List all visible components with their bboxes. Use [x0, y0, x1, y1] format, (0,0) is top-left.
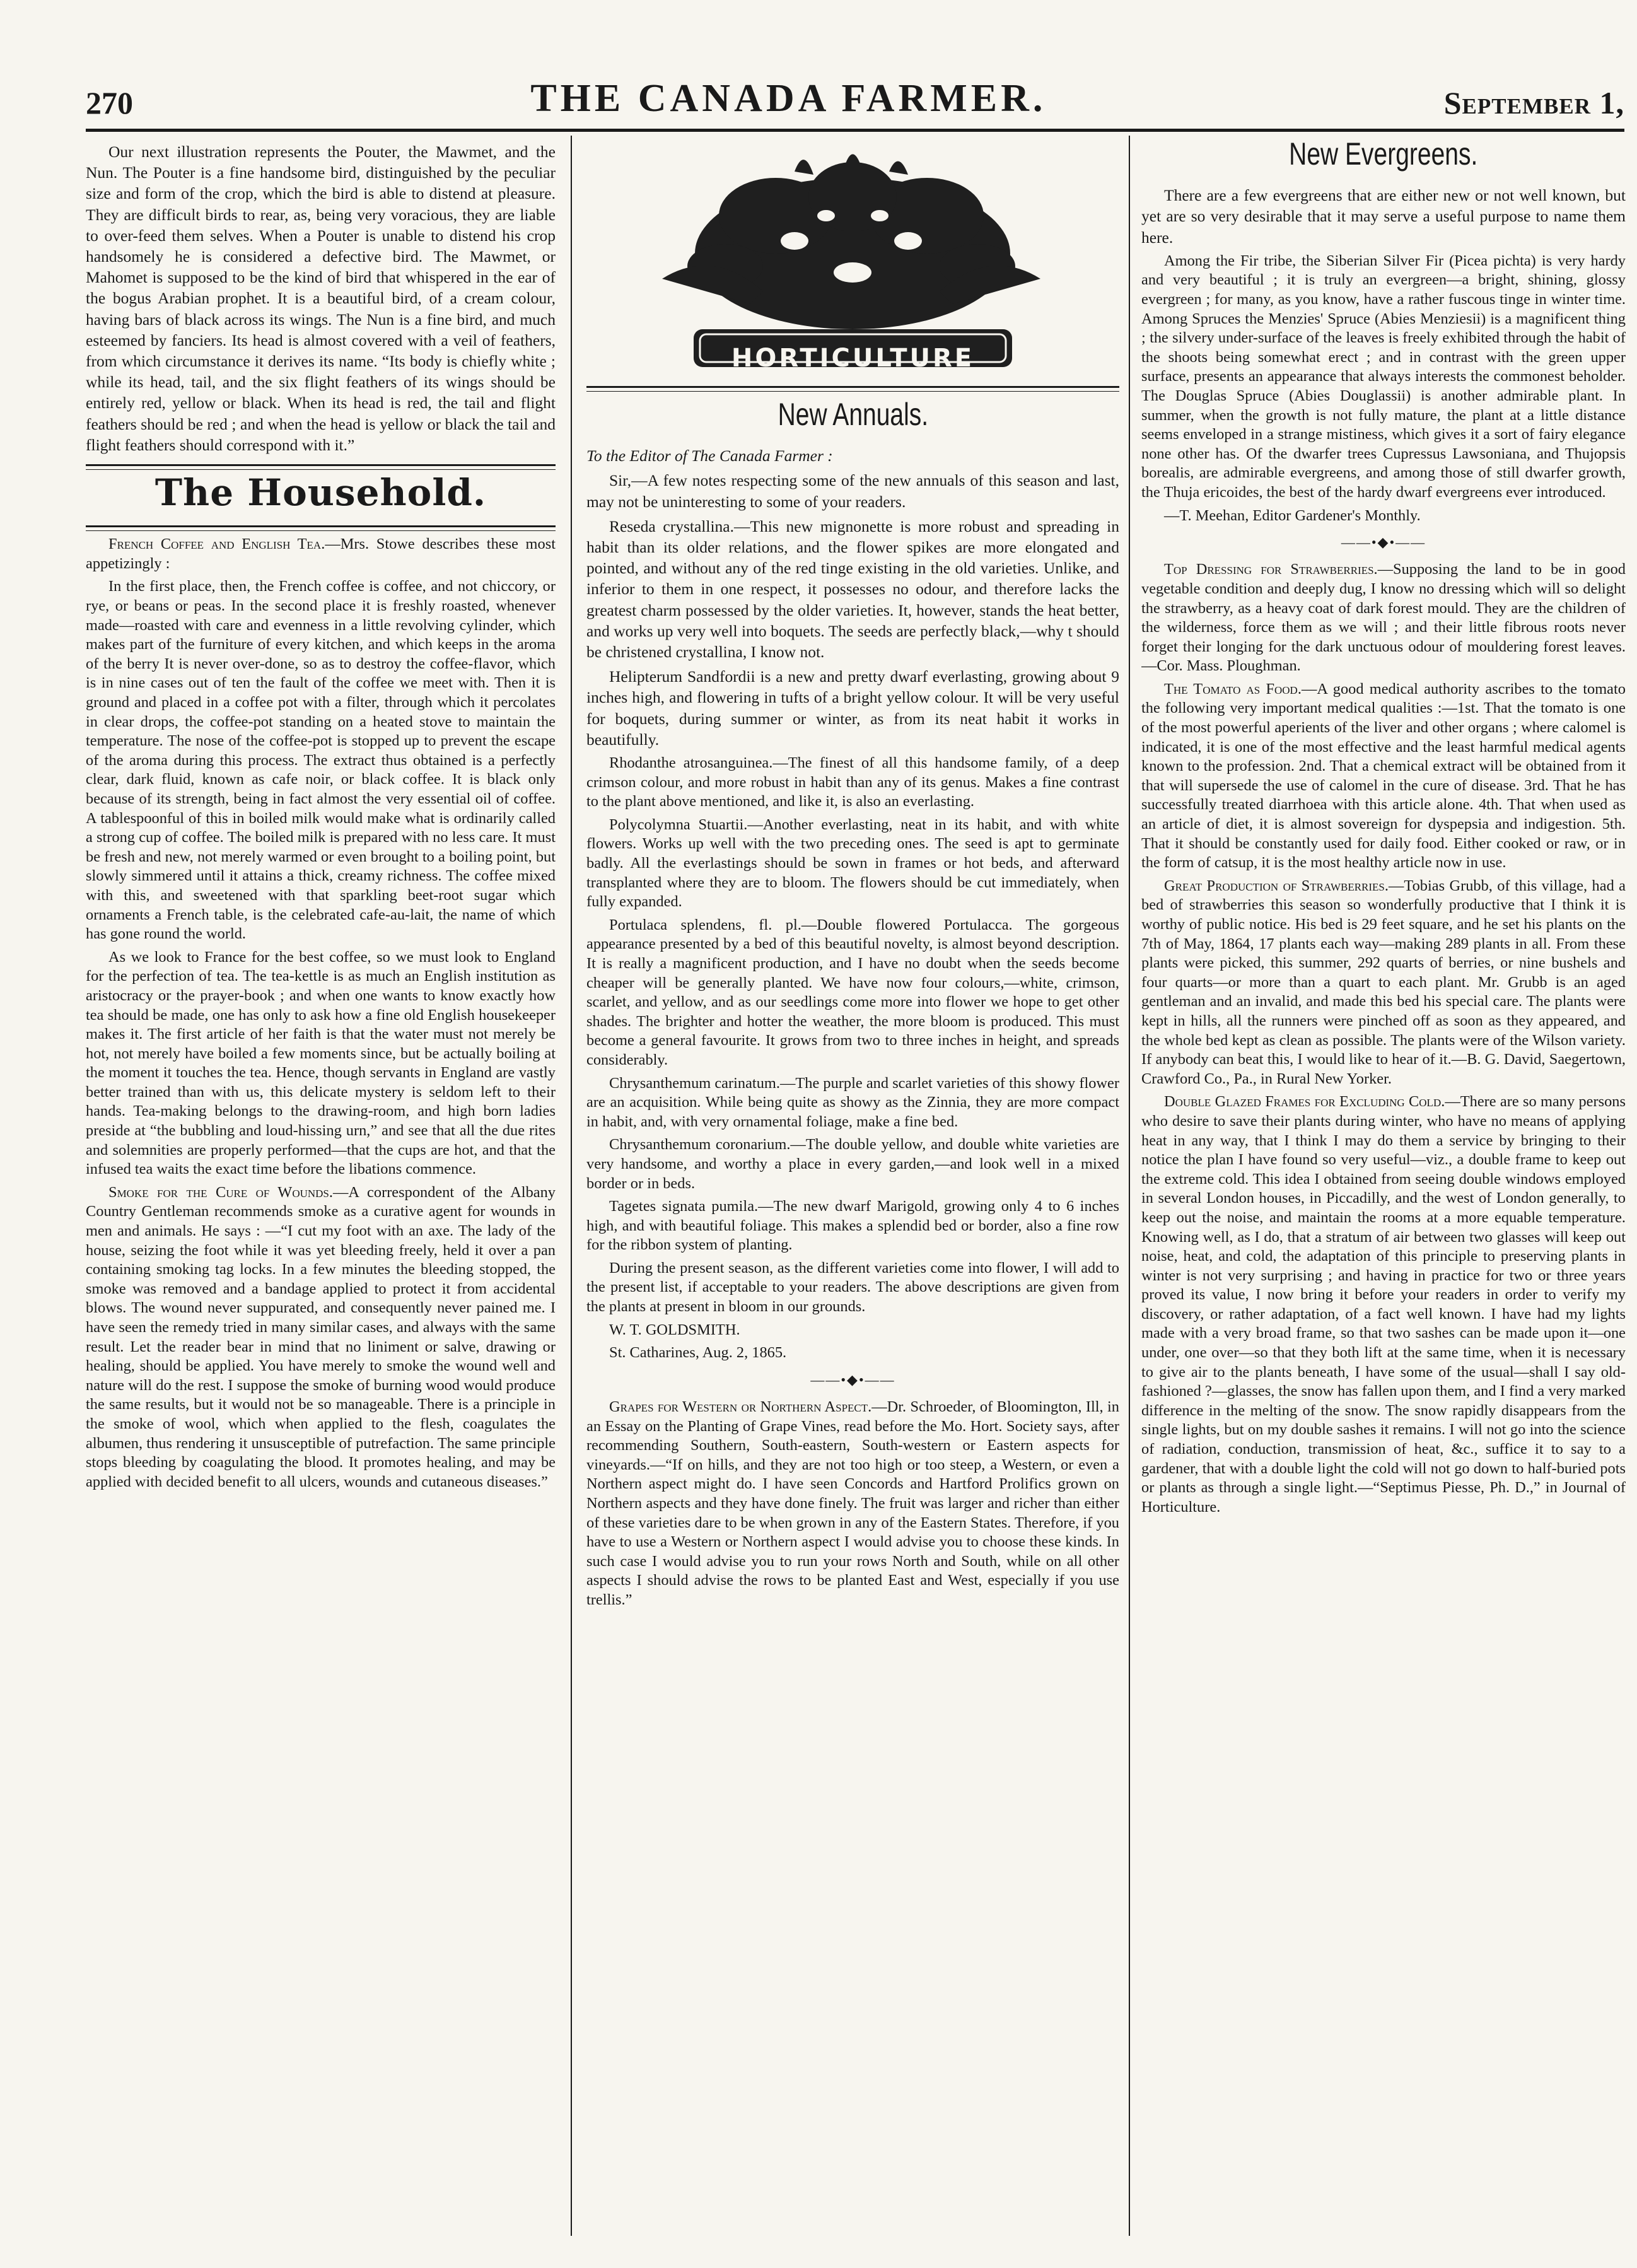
coffee-lead: French Coffee and English Tea.: [108, 535, 325, 553]
frames-text: —There are so many persons who desire to save their plants during winter, who have no means of applying heat in any way, that I think I may do them a service by bringing to their notice the plan I have found so very useful—viz., a double frame to keep out the extreme cold. This idea I obtained from seeing double windows employed in several London houses, in Piccadilly, and the west of London generally, to keep out the noise, and maintain the rooms at a more equable temperature. Knowing well, as I do, that a stratum of air between two glasses will keep out noise, heat, and cold, the adaptation of this principle to preserving plants in winter is not very surprising ; and having in practice for two or three years proved its value, I now bring it before your readers in order to verify my discovery, or rather adaptation, of a fact well known. I have had my lights made with a very broad frame, so that two sashes can be made upon it—one under, one over—so that they both lift at the same time, when it is necessary to give air to the plants beneath, I have some of the usual—shall I say old-fashioned ?—glasses, the snow has fallen upon them, and I find a very marked difference in the melting of the snow. The snow rapidly disappears from the single lights, but on my double sashes it remains. I will not go into the science of radiation, conduction, transmission of heat, &c., suffice it to say to a gardener, that with a double light the cold will not go down to half-buried pots or plants as through a single light.—“Septimus Piesse, Ph. D.,” in Journal of Horticulture.: [1141, 1093, 1626, 1516]
coffee-article: [86, 535, 556, 1492]
strawberry-paragraph: [1141, 560, 1626, 676]
tomato-lead: The Tomato as Food.: [1164, 680, 1302, 698]
coffee-intro: [86, 535, 556, 573]
evergreens-heading-block: [1141, 141, 1626, 172]
tagetes-paragraph: Tagetes signata pumila.—The new dwarf Marigold, growing only 4 to 6 inches high, and with beautiful foliage. This makes a splendid bed or border, also a fine row for the ribbon system of planting.: [586, 1198, 1119, 1254]
tomato-text: —A good medical authority ascribes to the tomato the following very important medical qualities :—1st. That the tomato is one of the most powerful aperients of the liver and other organs ; where calomel is indicated, it is one of the most effective and the least harmful medical agents known to the profession. 2nd. That a chemical extract will be obtained from it that will supersede the use of calomel in the cure of disease. 3rd. That he has successfully treated diarrhoea with this article alone. 4th. That when used as an article of diet, it is almost sovereign for dyspepsia and indigestion. 5th. That it should be constantly used for daily food. Either cooked or raw, or in the form of catsup, it is the most healthy article now in use.: [1141, 680, 1626, 872]
chrysanthemum-carinatum-paragraph: Chrysanthemum carinatum.—The purple and scarlet varieties of this showy flower are an acquisition. While being quite as showy as the Zinnia, they are more compact in habit, and, with very ornamental foliage, make a fine bed.: [586, 1074, 1119, 1130]
production-lead: Great Production of Strawberries.: [1164, 877, 1389, 894]
annuals-continued: [586, 754, 1119, 1363]
column-3-notes: [1141, 560, 1626, 1517]
place-date: St. Catharines, Aug. 2, 1865.: [609, 1344, 787, 1362]
portulaca-paragraph: Portulaca splendens, fl. pl.—Double flowered Portulacca. The gorgeous appearance presented by a bed of this beautiful novelty, is almost beyond description. It is really a magnificent production, and I have no doubt when the seeds become cheaper will be generally planted. We have now four colours,—white, crimson, scarlet, and yellow, and as our seedlings come more into flower we hope to get other shades. The brighter and hotter the weather, the more bloom is produced. This must become a general favourite. It grows from two to three inches in height, and spreads considerably.: [586, 916, 1119, 1068]
annuals-closing: During the present season, as the different varieties come into flower, I will add to the present list, if acceptable to your readers. The above descriptions are given from the plants at present in bloom in our grounds.: [586, 1259, 1119, 1316]
column-rule-2: [1129, 136, 1130, 2236]
annuals-heading-block: [586, 397, 1119, 432]
strawberry-lead: Top Dressing for Strawberries.: [1164, 561, 1378, 578]
section-rule: [86, 525, 556, 531]
strawberry-text: —Supposing the land to be in good vegetable condition and deeply dug, I know no dressing which will so delight the strawberry, as a heavy coat of dark forest mould. They are the children of the wilderness, force them as we will ; and their little fibrous roots never forget their longing for the dark unctuous odour of mouldering forest leaves.—Cor. Mass. Ploughman.: [1141, 561, 1626, 675]
emblem-label: HORTICULTURE: [731, 344, 975, 373]
evergreens-paragraph: Among the Fir tribe, the Siberian Silver Fir (Picea pichta) is very hardy and very beautiful ; it is truly an evergreen—a bright, shining, glossy evergreen ; for many, as you know, have a rather fuscous tinge in winter time. Among Spruces the Menzies' Spruce (Abies Menziesii) is a magnificent thing ; the silvery under-surface of the leaves is freely exhibited through the habit of the shoots being somewhat erect ; and in contrast with the green upper surface, presents an appearance that always interests the commonest beholder. The Douglas Spruce (Abies Douglassii) is another admirable plant. In summer, when the growth is not fully mature, the plant at a little distance seems enveloped in a strange mistiness, which gives it a sort of fairy elegance none other has. Of the dwarfer trees Cupressus Lawsoniana, and Thujopsis borealis, are admirable evergreens, and among those of still dwarfer growth, the Thuja ericoides, the best of the hardy dwarf evergreens ever introduced.: [1141, 252, 1626, 501]
column-2: [586, 141, 1119, 2254]
household-heading-block: [86, 471, 556, 515]
column-rule-1: [571, 136, 572, 2236]
annuals-heading: New Annuals.: [778, 397, 928, 432]
masthead-rule: [86, 129, 1624, 132]
ornament-divider: ——•◆•——: [810, 1371, 895, 1388]
column-3: [1141, 141, 1626, 2254]
reseda-paragraph: Reseda crystallina.—This new mignonette is more robust and spreading in habit than its older relations, and the flower spikes are more elongated and pointed, and without any of the red tinge existing in the old varieties. Unlike, and inferior to them in one respect, it possesses no odour, and therefore lacks the greatest charm possessed by the older varieties. It, however, stands the heat better, and works up very well into boquets. The seeds are perfectly black,—why t should be christened crystallina, I know not.: [586, 517, 1119, 662]
smoke-text: —A correspondent of the Albany Country Gentleman recommends smoke as a curative agent for wounds in men and animals. He says : —“I cut my foot with an axe. The lady of the house, seizing the foot while it was yet bleeding freely, held it over a pan containing smoking tag locks. In a few minutes the bleeding stopped, the smoke was removed and a bandage applied to protect it from accidental blows. The wound never suppurated, and consequently never pained me. I have seen the remedy tried in many similar cases, and always with the same result. Let the reader bear in mind that no liniment or salve, drawing or healing, should be applied. You have merely to smoke the wound well and nature will do the rest. I suppose the smoke of burning wood would produce the same results, but it would not be so manageable. There is a principle in the smoke of wool, which when applied to the flesh, coagulates the albumen, thus rendering it unsusceptible of putrefaction. The same principle stops bleeding by coagulating the blood. It promotes healing, and may be applied with decided benefit to all ulcers, wounds and cutaneous diseases.”: [86, 1183, 556, 1490]
annuals-intro: Sir,—A few notes respecting some of the new annuals of this season and last, may not be uninteresting to some of your readers.: [586, 471, 1119, 511]
section-rule: [586, 386, 1119, 392]
evergreens-heading: New Evergreens.: [1289, 141, 1478, 172]
chrysanthemum-coronarium-paragraph: Chrysanthemum coronarium.—The double yellow, and double white varieties are very handsome, and worthy a place in every garden,—and look well in a mixed border or in beds.: [586, 1136, 1119, 1192]
evergreens-body: [1141, 252, 1626, 525]
emblem-label-wrap: [586, 339, 1119, 377]
column-1: [86, 141, 556, 2254]
frames-paragraph: [1141, 1092, 1626, 1517]
grapes-text: —Dr. Schroeder, of Bloomington, Ill, in an Essay on the Planting of Grape Vines, read before the Mo. Hort. Society says, after recommending Southern, South-eastern, South-western or Eastern aspects for vineyards.—“If on hills, and they are not too high or too steep, a Western, or even a Northern aspect might do. I have seen Concords and Hartford Prolifics grown on Northern aspects and they have done finely. The fruit was larger and richer than either of these varieties dare to be when grown in any of the Eastern States. Therefore, if you have to use a Western or Northern aspect I would advise you to choose these kinds. In such case I would advise you to run your rows North and South, while on all other aspects I should advise the rows to be planted East and West, especially if you use trellis.”: [586, 1398, 1119, 1608]
smoke-lead: Smoke for the Cure of Wounds.: [108, 1183, 333, 1201]
evergreens-intro: There are a few evergreens that are either new or not well known, but yet are so very desirable that it may serve a useful purpose to name them here.: [1141, 186, 1626, 247]
frames-lead: Double Glazed Frames for Excluding Cold.: [1164, 1093, 1445, 1111]
household-heading: The Household.: [154, 471, 487, 515]
grapes-paragraph: [586, 1398, 1119, 1610]
coffee-intro-text: —Mrs. Stowe describes these most appetizingly :: [86, 535, 556, 572]
smoke-paragraph: [86, 1183, 556, 1492]
goldsmith-signature: W. T. GOLDSMITH.: [609, 1321, 740, 1338]
helipterum-paragraph: Helipterum Sandfordii is a new and pretty dwarf everlasting, growing about 9 inches high, and flowering in tufts of a bright yellow colour. It will be very useful for boquets, during summer or winter, as from its neat habit it works in beautifully.: [586, 667, 1119, 749]
grapes-lead: Grapes for Western or Northern Aspect.: [609, 1398, 872, 1416]
page-number: 270: [86, 85, 133, 120]
polycolymna-paragraph: Polycolymna Stuartii.—Another everlasting, neat in its habit, and with white flowers. Works up well with the two preceding ones. The seed is apt to germinate badly. All the everlastings should be sown in frames or hot beds, and afterward transplanted where they are to bloom. The flowers should be cut immediately, when fully expanded.: [586, 815, 1119, 911]
tea-paragraph: As we look to France for the best coffee, so we must look to England for the perfection of tea. The tea-kettle is as much an English institution as aristocracy or the prayer-book ; and when one wants to know exactly how tea should be made, one has only to ask how a fine old English housekeeper makes it. The first article of her faith is that the water must not merely be hot, not merely have boiled a few moments since, but be actually boiling at the moment it touches the tea. Hence, though servants in England are vastly better trained than with us, this delicate mystery is seldom left to their hands. Tea-making belongs to the drawing-room, and high born ladies preside at “the bubbling and loud-hissing urn,” and see that all the due rites and solemnities are properly performed—that the cups are hot, and that the infused tea waits the exact time before the libations commence.: [86, 948, 556, 1178]
rhodanthe-paragraph: Rhodanthe atrosanguinea.—The finest of all this handsome family, of a deep crimson colour, and more robust in habit than any of its genus. Makes a fine contrast to the plant above mentioned, and like it, is also an everlasting.: [586, 754, 1119, 810]
ornament-divider: ——•◆•——: [1341, 534, 1426, 551]
tomato-paragraph: [1141, 680, 1626, 873]
pouter-paragraph: Our next illustration represents the Pouter, the Mawmet, and the Nun. The Pouter is a fine handsome bird, distinguished by the peculiar size and form of the crop, which the bird is able to distend at pleasure. They are difficult birds to rear, as, being very voracious, they are liable to over-feed them selves. When a Pouter is unable to distend his crop handsomely he is considered a defective bird. The Mawmet, or Mahomet is supposed to be the kind of bird that whispered in the ear of the bogus Arabian prophet. It is a beautiful bird, of a cream colour, having bars of black across its wings. The Nun is a fine bird, and much esteemed by fanciers. Its head is almost covered with a veil of feathers, from which circumstance it derives its name. “Its body is chiefly white ; while its head, tail, and the six flight feathers of its wings should be entirely red, yellow or black. When its head is red, the tail and flight feathers should be red ; and when the head is yellow or black the tail and flight feathers should correspond with it.”: [86, 143, 556, 454]
to-editor: To the Editor of The Canada Farmer :: [586, 447, 833, 465]
issue-date: September 1,: [1443, 85, 1624, 120]
evergreens-signature: —T. Meehan, Editor Gardener's Monthly.: [1164, 506, 1421, 524]
masthead: [86, 64, 1624, 121]
production-text: —Tobias Grubb, of this village, had a bed of strawberries this season so wonderfully productive that I think it is worthy of public notice. His bed is 29 feet square, and he set his plants on the 7th of May, 1864, 17 plants each way—making 289 plants in all. From these plants were picked, this summer, 292 quarts of berries, or nine bushels and four quarts—or more than a quart to each plant. Mr. Grubb is an aged gentleman and an invalid, and made this bed his special care. The plants were kept in hills, all the runners were pinched off as soon as they appeared, and the whole bed kept as clean as possible. The plants were of the Wilson variety. If anybody can beat this, I would like to hear of it.—B. G. David, Saegertown, Crawford Co., Pa., in Rural New Yorker.: [1141, 877, 1626, 1087]
coffee-paragraph: In the first place, then, the French coffee is coffee, and not chiccory, or rye, or beans or peas. In the second place it is freshly roasted, whenever made—roasted with care and evenness in a little revolving cylinder, which makes part of the furniture of every kitchen, and which keeps in the aroma of the berry It is never over-done, so as to destroy the coffee-flavor, which is in nine cases out of ten the fault of the coffee we meet with. Then it is ground and placed in a coffee pot with a filter, through which it percolates in clear drops, the coffee-pot standing on a heated stove to maintain the temperature. The nose of the coffee-pot is stopped up to prevent the escape of the aroma during this process. The extract thus obtained is a perfectly clear, dark fluid, known as cafe noir, or black coffee. It is black only because of its strength, being in fact almost the very essential oil of coffee. A tablespoonful of this in boiled milk would make what is ordinarily called a strong cup of coffee. The boiled milk is prepared with no less care. It must be fresh and new, not merely warmed or even brought to a boiling point, but slowly simmered until it attains a thick, creamy richness. The coffee mixed with this, and sweetened with that sparkling beet-root sugar which ornaments a French table, is the celebrated cafe-au-lait, the name of which has gone round the world.: [86, 578, 556, 943]
section-rule: [86, 464, 556, 470]
production-paragraph: [1141, 877, 1626, 1089]
newspaper-title: THE CANADA FARMER.: [530, 77, 1047, 120]
